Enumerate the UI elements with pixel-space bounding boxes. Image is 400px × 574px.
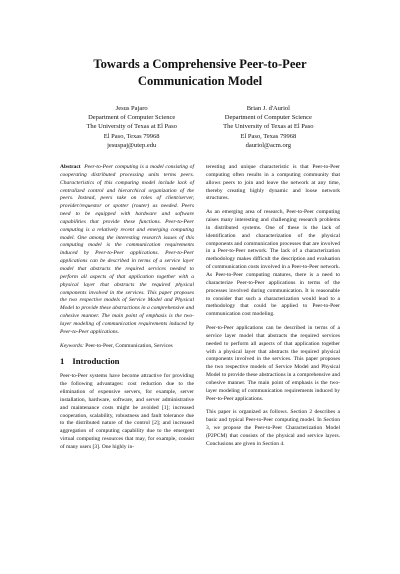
author-name: Jesus Pajaro bbox=[115, 105, 148, 112]
author-name: Brian J. d'Auriol bbox=[246, 105, 290, 112]
left-column bbox=[60, 164, 194, 458]
intro-paragraph-1: Peer-to-Peer systems have become attractive for providing the following advantages: cost reduction due to the elimination of expensive servers, for example, server installation, hardware, software, and server administrative and maintenance costs might be avoided [1]; increased cooperation, scalability, robustness and fault tolerance due to the distributed nature of the control [2]; and increased aggregation of computing capability due to the emergent virtual computing resources that may, for example, consist of many users [3]. One highly in- bbox=[60, 373, 194, 451]
keywords-text: Peer-to-Peer, Communication, Services bbox=[85, 342, 173, 349]
author-2 bbox=[203, 104, 334, 150]
right-paragraph-3: Peer-to-Peer applications can be described in terms of a service layer model that abstracts the required services needed to perform all aspects of that application together with a physical layer that abstracts the required physical components involved in the services. This paper proposes the two respective models of Service Model and Physical Model to provide these abstractions in a comprehensive and cohesive manner. The main point of emphasis is the two-layer modeling of communication requirements induced by Peer-to-Peer applications. bbox=[206, 325, 340, 402]
right-paragraph-4: This paper is organized as follows. Section 2 describes a basic and typical Peer-to-Peer computing model. In Section 3, we propose the Peer-to-Peer Characterization Model (P2PCM) that consists of the physical and service layers. Conclusions are given in Section 4. bbox=[206, 409, 340, 447]
section-number: 1 bbox=[60, 356, 65, 367]
right-column bbox=[206, 164, 340, 458]
body-columns bbox=[60, 164, 340, 458]
section-title: Introduction bbox=[72, 356, 120, 367]
author-department: Department of Computer Science bbox=[224, 114, 312, 122]
author-university: The University of Texas at El Paso bbox=[86, 123, 177, 131]
section-heading-introduction bbox=[60, 356, 194, 367]
abstract-label: Abstract bbox=[60, 164, 81, 171]
paper-page bbox=[0, 56, 400, 574]
author-block bbox=[66, 104, 334, 150]
author-city: El Paso, Texas 79968 bbox=[240, 132, 297, 140]
right-paragraph-1: teresting and unique characteristic is that Peer-to-Peer computing often results in a computing community that allows peers to join and leave the network at any time, thereby creating highly dynamic and loose network structures. bbox=[206, 164, 340, 202]
author-city: El Paso, Texas 79968 bbox=[103, 132, 160, 140]
author-1 bbox=[66, 104, 197, 150]
author-email: jesuspaj@utep.edu bbox=[107, 141, 157, 149]
abstract bbox=[60, 164, 194, 337]
title-line-1: Towards a Comprehensive Peer-to-Peer bbox=[93, 57, 307, 71]
keywords-label: Keywords: bbox=[60, 342, 84, 349]
paper-title bbox=[60, 56, 340, 90]
author-email: dauriol@acm.org bbox=[245, 141, 292, 149]
author-department: Department of Computer Science bbox=[88, 114, 176, 122]
keywords bbox=[60, 343, 194, 351]
right-paragraph-2: As an emerging area of research, Peer-to-Peer computing raises many interesting and challenging research problems in distributed systems. One of these is the lack of identification and characterization of the physical components and communication processes that are involved in a Peer-to-Peer network. The lack of a characterization methodology makes difficult the description and evaluation of communication costs involved in a Peer-to-Peer network. As Peer-to-Peer computing matures, there is a need to characterize Peer-to-Peer applications in terms of the processes involved during communication. It is reasonable to consider that such a characterization would lead to a methodology that could be applied to Peer-to-Peer communication cost modeling. bbox=[206, 209, 340, 318]
title-line-2: Communication Model bbox=[137, 74, 263, 88]
author-university: The University of Texas at El Paso bbox=[223, 123, 314, 131]
abstract-text: Peer-to-Peer computing is a model consisting of cooperating distributed processing units terms peers. Characteristics of this computing model include lack of centralized control and hierarchical organization of the peers. Instead, peers take on roles of client/server, provider/requestor or spotter (router) as needed. Peers need to be equipped with hardware and software capabilities that provide these functions. Peer-to-Peer computing is a relatively recent and emerging computing model. One among the interesting research issues of this computing model is the communication requirements induced by Peer-to-Peer applications. Peer-to-Peer applications can be described in terms of a service layer model that abstracts the required services needed to perform all aspects of that application together with a physical layer that abstracts the required physical components involved in the services. This paper proposes the two respective models of Service Model and Physical Model to provide these abstractions in a comprehensive and cohesive manner. The main point of emphasis is the two-layer modeling of communication requirements induced by Peer-to-Peer applications. bbox=[60, 164, 194, 335]
